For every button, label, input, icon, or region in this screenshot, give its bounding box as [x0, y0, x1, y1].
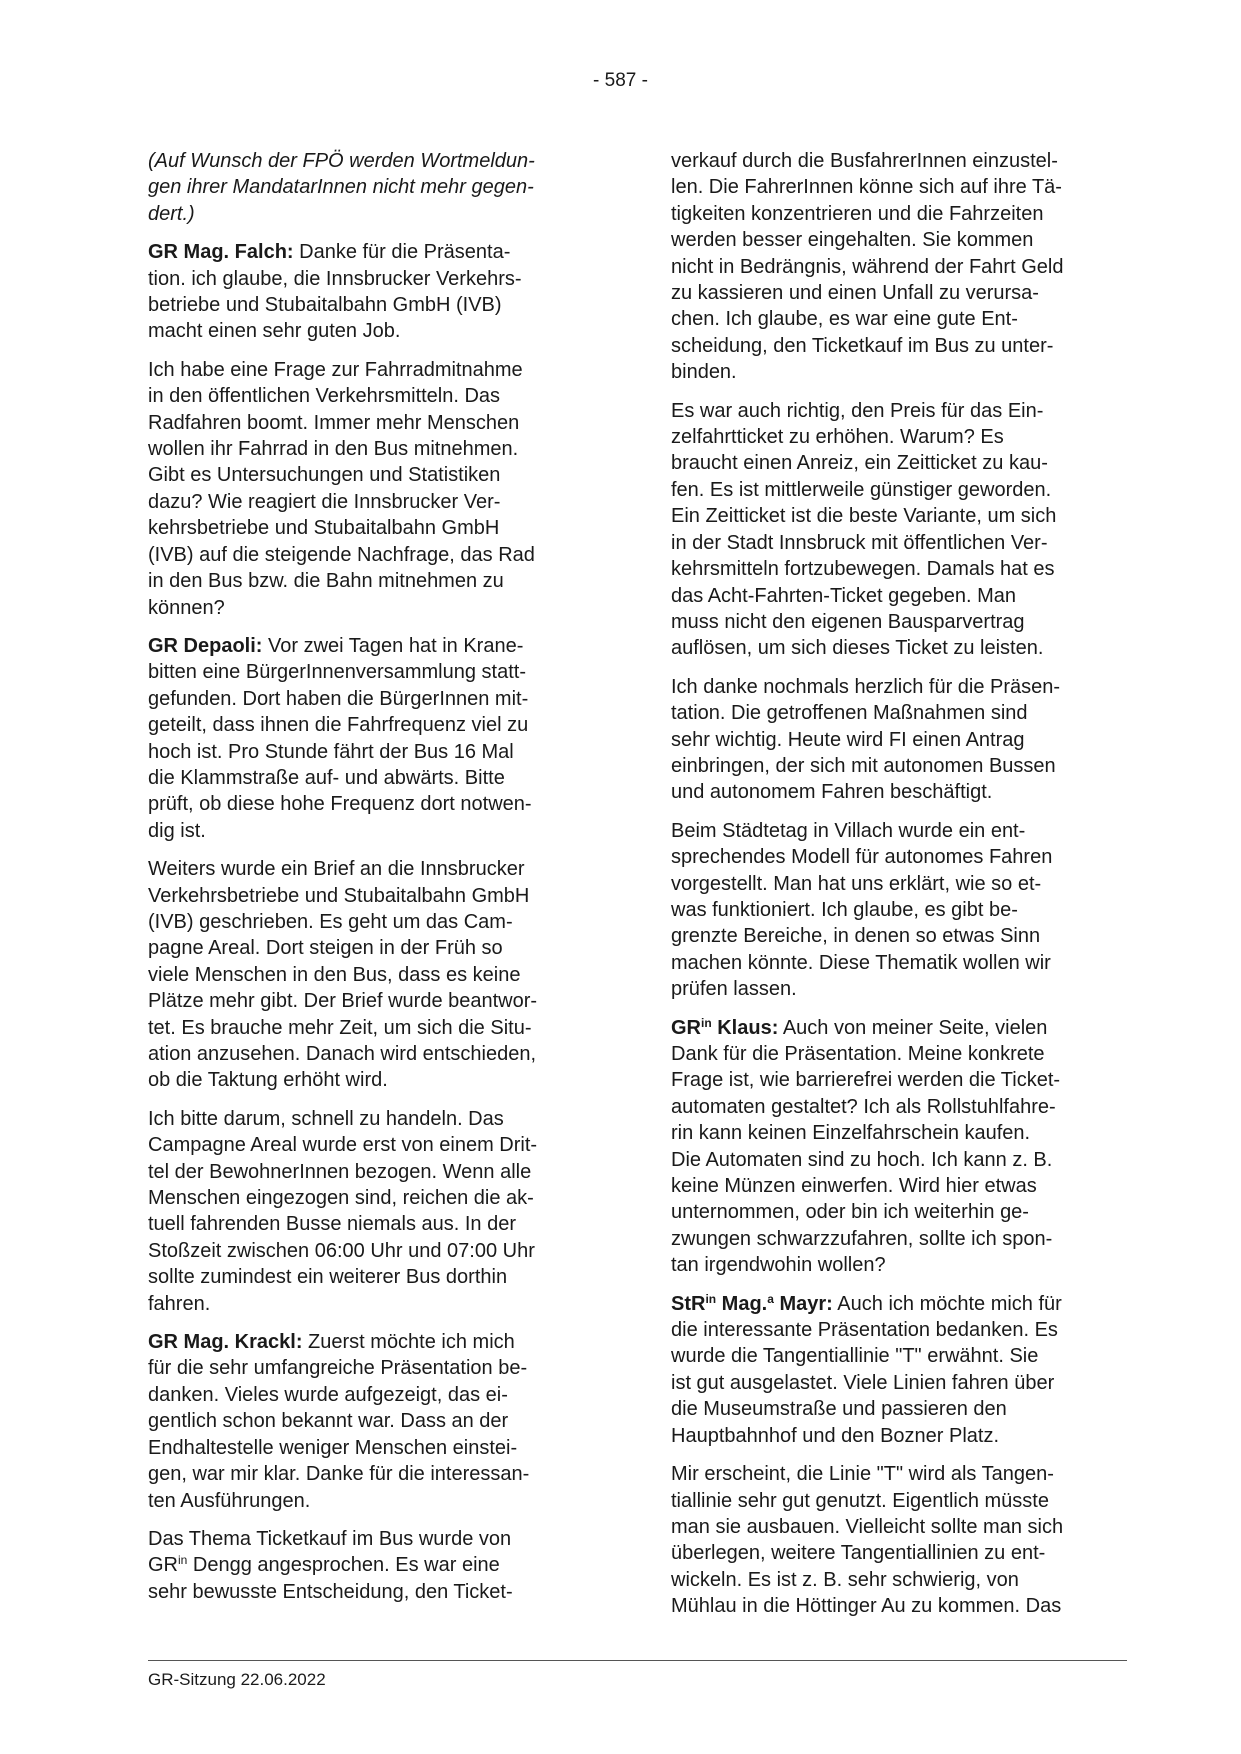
title-suffix: in [178, 1553, 188, 1568]
left-column [148, 148, 596, 1617]
page-number: - 587 - [593, 70, 648, 91]
text-line: Das Thema Ticketkauf im Bus wurde von [148, 1527, 512, 1550]
text-line: Radfahren boomt. Immer mehr Menschen [148, 411, 520, 434]
text-line: tation. Die getroffenen Maßnahmen sind [671, 702, 1028, 725]
speaker-name: $GR^{in}$ Klaus: [671, 1015, 779, 1039]
text-line: prüft, ob diese hohe Frequenz dort notwen- [148, 793, 532, 816]
text-line: Verkehrsbetriebe und Stubaitalbahn GmbH [148, 884, 530, 907]
text-line: in der Stadt Innsbruck mit öffentlichen Ver- [671, 531, 1048, 554]
speaker-name: StR$^{in}$ Mag.$^a$ Mayr: [671, 1291, 833, 1315]
footer-session-date: GR-Sitzung 22.06.2022 [148, 1670, 326, 1689]
text-line: sollte zumindest ein weiterer Bus dorthin [148, 1266, 508, 1289]
text-line: ist gut ausgelastet. Viele Linien fahren über [671, 1371, 1055, 1394]
text-line: wurde die Tangentiallinie "T" erwähnt. Sie [671, 1345, 1039, 1368]
text-line: tigkeiten konzentrieren und die Fahrzeiten [671, 202, 1044, 225]
text-paragraph [671, 674, 1119, 806]
text-line: wollen ihr Fahrrad in den Bus mitnehmen. [148, 438, 519, 461]
text-line: Weiters wurde ein Brief an die Innsbrucker [148, 858, 525, 881]
text-line: ob die Taktung erhöht wird. [148, 1069, 388, 1092]
text-line: tel der BewohnerInnen bezogen. Wenn alle [148, 1160, 532, 1183]
text-line: tan irgendwohin wollen? [671, 1254, 886, 1277]
text-line: und autonomem Fahren beschäftigt. [671, 781, 993, 804]
text-line: (IVB) auf die steigende Nachfrage, das Rad [148, 543, 535, 566]
text-line: betriebe und Stubaitalbahn GmbH (IVB) [148, 294, 502, 317]
text-line: Dank für die Präsentation. Meine konkrete [671, 1043, 1045, 1065]
text-line: das Acht-Fahrten-Ticket gegeben. Man [671, 584, 1016, 607]
text-line: in den öffentlichen Verkehrsmitteln. Das [148, 385, 501, 408]
text-line: chen. Ich glaube, es war eine gute Ent- [671, 308, 1018, 331]
text-line: zwungen schwarzzufahren, sollte ich spon- [671, 1227, 1053, 1250]
text-line: fen. Es ist mittlerweile günstiger geworden. [671, 478, 1052, 501]
text-line: prüfen lassen. [671, 978, 797, 1001]
text-line: Menschen eingezogen sind, reichen die ak- [148, 1187, 534, 1210]
text-line: pagne Areal. Dort steigen in der Früh so [148, 937, 503, 960]
text-paragraph [148, 1526, 596, 1605]
text-line: sprechendes Modell für autonomes Fahren [671, 846, 1053, 869]
text-line: grenzte Bereiche, in denen so etwas Sinn [671, 925, 1041, 948]
text-line: (Auf Wunsch der FPÖ werden Wortmeldun- [148, 150, 535, 172]
text-paragraph [671, 398, 1119, 662]
text-line: können? [148, 596, 225, 619]
note-paragraph [148, 148, 596, 227]
text-line: Frage ist, wie barrierefrei werden die Ticket- [671, 1069, 1061, 1092]
text-line: tet. Es brauche mehr Zeit, um sich die Situ- [148, 1016, 532, 1039]
text-paragraph [148, 357, 596, 621]
text-line: Campagne Areal wurde erst von einem Drit- [148, 1134, 538, 1157]
speech-paragraph [671, 1291, 1119, 1449]
text-line: automaten gestaltet? Ich als Rollstuhlfahre- [671, 1095, 1056, 1118]
text-line: kehrsmitteln fortzubewegen. Damals hat es [671, 558, 1055, 581]
text-line: zu kassieren und einen Unfall zu verursa- [671, 282, 1039, 305]
text-line: vorgestellt. Man hat uns erklärt, wie so et- [671, 872, 1042, 895]
text-line: Die Automaten sind zu hoch. Ich kann z. B. [671, 1148, 1053, 1171]
text-line: machen könnte. Diese Thematik wollen wir [671, 951, 1051, 974]
text-line: binden. [671, 361, 737, 384]
text-line: Endhaltestelle weniger Menschen einstei- [148, 1436, 518, 1459]
text-line: viele Menschen in den Bus, dass es keine [148, 963, 521, 986]
footer-divider [148, 1660, 1127, 1661]
text-line: Plätze mehr gibt. Der Brief wurde beantwor- [148, 990, 538, 1013]
text-line: tuell fahrenden Busse niemals aus. In der [148, 1213, 516, 1236]
text-line: verkauf durch die BusfahrerInnen einzustel- [671, 150, 1058, 172]
text-line: scheidung, den Ticketkauf im Bus zu unter- [671, 334, 1054, 357]
text-line: $GR^{in}$ Klaus: Auch von meiner Seite, vielen [671, 1015, 1048, 1039]
text-line: bitten eine BürgerInnenversammlung statt- [148, 661, 526, 684]
text-line: ten Ausführungen. [148, 1489, 311, 1512]
text-line: hoch ist. Pro Stunde fährt der Bus 16 Mal [148, 740, 514, 763]
text-line: was funktioniert. Ich glaube, es gibt be- [671, 898, 1018, 921]
text-paragraph [671, 818, 1119, 1003]
text-line: man sie ausbauen. Vielleicht sollte man sich [671, 1515, 1064, 1538]
text-line: gen, war mir klar. Danke für die interessan- [148, 1463, 530, 1486]
text-line: auflösen, um sich dieses Ticket zu leisten. [671, 637, 1044, 660]
text-line: braucht einen Anreiz, ein Zeitticket zu kau- [671, 452, 1048, 475]
text-line: ation anzusehen. Danach wird entschieden, [148, 1043, 537, 1065]
right-column [671, 148, 1119, 1632]
text-line: Stoßzeit zwischen 06:00 Uhr und 07:00 Uhr [148, 1239, 535, 1262]
text-line: tion. ich glaube, die Innsbrucker Verkehrs- [148, 267, 522, 290]
text-line: Es war auch richtig, den Preis für das Ein- [671, 399, 1044, 422]
text-paragraph [671, 148, 1119, 386]
speaker-title-suffix: in [701, 1015, 712, 1030]
speaker-title-suffix: in [705, 1291, 717, 1306]
text-line: Ich danke nochmals herzlich für die Präsen- [671, 675, 1061, 698]
text-line: Ein Zeitticket ist die beste Variante, um sich [671, 505, 1057, 528]
text-line: StR$^{in}$ Mag.$^a$ Mayr: Auch ich möchte mich für [671, 1291, 1062, 1315]
text-line: gefunden. Dort haben die BürgerInnen mit- [148, 687, 529, 710]
text-line: rin kann keinen Einzelfahrschein kaufen. [671, 1122, 1031, 1145]
text-line: fahren. [148, 1292, 211, 1315]
text-line: len. Die FahrerInnen könne sich auf ihre Tä- [671, 176, 1062, 199]
text-line: Mühlau in die Höttinger Au zu kommen. Das [671, 1595, 1062, 1618]
speech-paragraph [148, 1329, 596, 1514]
text-line: GR Depaoli: Vor zwei Tagen hat in Krane- [148, 634, 524, 657]
text-paragraph [671, 1461, 1119, 1619]
text-line: zelfahrtticket zu erhöhen. Warum? Es [671, 426, 1004, 449]
text-line: gentlich schon bekannt war. Dass an der [148, 1410, 509, 1433]
text-line: GR Mag. Falch: Danke für die Präsenta- [148, 241, 511, 264]
text-line: Gibt es Untersuchungen und Statistiken [148, 464, 501, 487]
text-paragraph [148, 856, 596, 1094]
text-line: wickeln. Es ist z. B. sehr schwierig, von [671, 1568, 1019, 1591]
text-line: dazu? Wie reagiert die Innsbrucker Ver- [148, 490, 501, 513]
text-line: werden besser eingehalten. Sie kommen [671, 229, 1034, 252]
text-line: für die sehr umfangreiche Präsentation be- [148, 1357, 528, 1380]
text-line: macht einen sehr guten Job. [148, 320, 401, 343]
text-paragraph [148, 1106, 596, 1317]
text-line: $GR^{in}$ Dengg angesprochen. Es war eine [148, 1553, 500, 1577]
text-line: die Klammstraße auf- und abwärts. Bitte [148, 766, 505, 789]
text-line: die interessante Präsentation bedanken. Es [671, 1319, 1058, 1342]
text-line: geteilt, dass ihnen die Fahrfrequenz viel zu [148, 714, 529, 737]
speaker-title-suffix: a [767, 1291, 774, 1306]
text-line: Hauptbahnhof und den Bozner Platz. [671, 1424, 1000, 1447]
text-line: Ich habe eine Frage zur Fahrradmitnahme [148, 358, 523, 381]
text-line: tiallinie sehr gut genutzt. Eigentlich müsste [671, 1489, 1049, 1512]
text-line: unternommen, oder bin ich weiterhin ge- [671, 1201, 1029, 1224]
text-line: nicht in Bedrängnis, während der Fahrt Geld [671, 255, 1064, 278]
text-line: kehrsbetriebe und Stubaitalbahn GmbH [148, 517, 500, 540]
speaker-name: GR Mag. Falch: [148, 241, 294, 264]
speech-paragraph [148, 633, 596, 844]
text-line: gen ihrer MandatarInnen nicht mehr gegen- [148, 176, 534, 199]
text-line: (IVB) geschrieben. Es geht um das Cam- [148, 910, 513, 933]
text-line: muss nicht den eigenen Bausparvertrag [671, 610, 1025, 633]
text-line: in den Bus bzw. die Bahn mitnehmen zu [148, 570, 504, 593]
text-line: Mir erscheint, die Linie "T" wird als Tangen- [671, 1463, 1054, 1486]
text-line: keine Münzen einwerfen. Wird hier etwas [671, 1175, 1037, 1198]
text-line: sehr wichtig. Heute wird FI einen Antrag [671, 728, 1025, 751]
speech-paragraph [148, 239, 596, 345]
speaker-name: GR Depaoli: [148, 634, 263, 657]
text-line: dig ist. [148, 819, 206, 842]
text-line: einbringen, der sich mit autonomen Bussen [671, 754, 1056, 777]
text-line: GR Mag. Krackl: Zuerst möchte ich mich [148, 1331, 515, 1354]
text-line: danken. Vieles wurde aufgezeigt, das ei- [148, 1383, 508, 1406]
text-line: dert.) [148, 202, 195, 225]
text-line: Beim Städtetag in Villach wurde ein ent- [671, 819, 1026, 842]
text-line: überlegen, weitere Tangentiallinien zu ent- [671, 1542, 1046, 1565]
speech-paragraph [671, 1015, 1119, 1279]
text-line: Ich bitte darum, schnell zu handeln. Das [148, 1107, 504, 1130]
speaker-name: GR Mag. Krackl: [148, 1331, 303, 1354]
text-line: sehr bewusste Entscheidung, den Ticket- [148, 1580, 513, 1603]
text-line: die Museumstraße und passieren den [671, 1398, 1007, 1421]
